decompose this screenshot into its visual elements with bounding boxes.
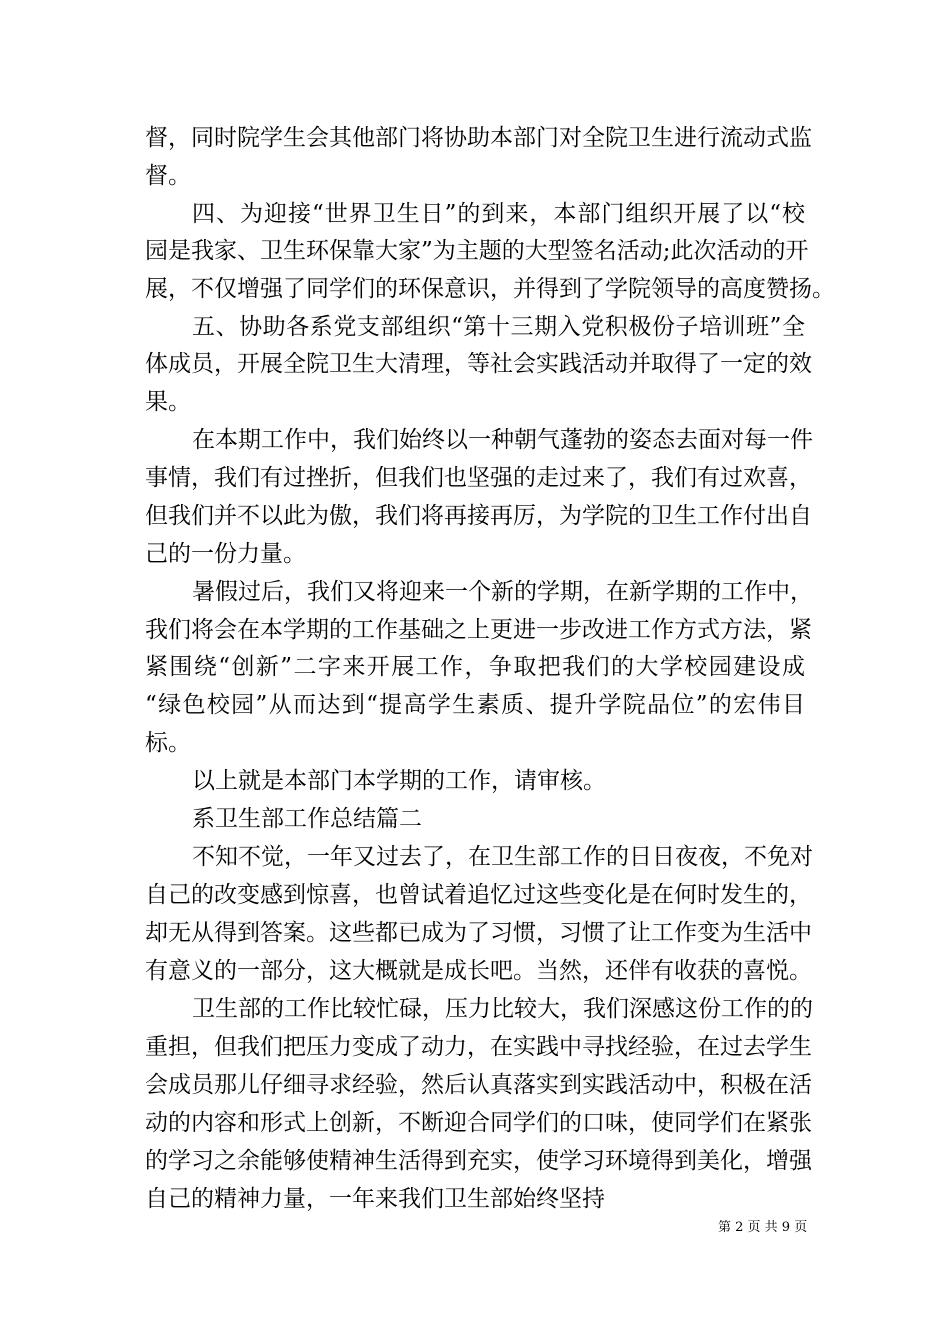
- body-text-line: “绿色校园”从而达到“提高学生素质、提升学院品位”的宏伟目: [145, 692, 805, 718]
- body-text-line: 展，不仅增强了同学们的环保意识，并得到了学院领导的高度赞扬。: [145, 276, 835, 302]
- body-text-line: 自己的精神力量，一年来我们卫生部始终坚持: [145, 1186, 605, 1212]
- body-text-line: 在本期工作中，我们始终以一种朝气蓬勃的姿态去面对每一件: [192, 427, 813, 453]
- body-text-line: 果。: [145, 389, 191, 415]
- body-text-line: 体成员，开展全院卫生大清理，等社会实践活动并取得了一定的效: [145, 351, 812, 377]
- body-text-line: 标。: [145, 730, 191, 756]
- body-text-line: 却无从得到答案。这些都已成为了习惯，习惯了让工作变为生活中: [145, 920, 812, 946]
- body-text-line: 卫生部的工作比较忙碌，压力比较大，我们深感这份工作的的: [192, 996, 813, 1022]
- body-text-line: 重担，但我们把压力变成了动力，在实践中寻找经验，在过去学生: [145, 1034, 812, 1060]
- body-text-line: 紧围绕“创新”二字来开展工作，争取把我们的大学校园建设成: [145, 654, 805, 680]
- body-text-line: 以上就是本部门本学期的工作，请审核。: [192, 768, 606, 794]
- body-text-line: 己的一份力量。: [145, 541, 306, 567]
- body-text-line: 我们将会在本学期的工作基础之上更进一步改进工作方式方法，紧: [145, 617, 812, 643]
- page-number: 第 2 页 共 9 页: [718, 1220, 808, 1235]
- section-heading: 系卫生部工作总结篇二: [192, 806, 422, 832]
- body-text-line: 四、为迎接“世界卫生日”的到来，本部门组织开展了以“校: [192, 201, 805, 227]
- body-text-line: 的学习之余能够使精神生活得到充实，使学习环境得到美化，增强: [145, 1148, 812, 1174]
- body-text-line: 有意义的一部分，这大概就是成长吧。当然，还伴有收获的喜悦。: [145, 958, 812, 984]
- body-text-line: 园是我家、卫生环保靠大家”为主题的大型签名活动;此次活动的开: [145, 238, 809, 264]
- body-text-line: 督。: [145, 163, 191, 189]
- body-text-line: 不知不觉，一年又过去了，在卫生部工作的日日夜夜，不免对: [192, 844, 813, 870]
- body-text-line: 但我们并不以此为傲，我们将再接再厉，为学院的卫生工作付出自: [145, 503, 812, 529]
- body-text-line: 五、协助各系党支部组织“第十三期入党积极份子培训班”全: [192, 314, 805, 340]
- body-text-line: 动的内容和形式上创新，不断迎合同学们的口味，使同学们在紧张: [145, 1110, 812, 1136]
- body-text-line: 自己的改变感到惊喜，也曾试着追忆过这些变化是在何时发生的，: [145, 882, 812, 908]
- body-text-line: 事情，我们有过挫折，但我们也坚强的走过来了，我们有过欢喜，: [145, 465, 812, 491]
- body-text-line: 会成员那儿仔细寻求经验，然后认真落实到实践活动中，积极在活: [145, 1072, 812, 1098]
- body-text-line: 督，同时院学生会其他部门将协助本部门对全院卫生进行流动式监: [145, 125, 812, 151]
- body-text-line: 暑假过后，我们又将迎来一个新的学期，在新学期的工作中，: [192, 579, 813, 605]
